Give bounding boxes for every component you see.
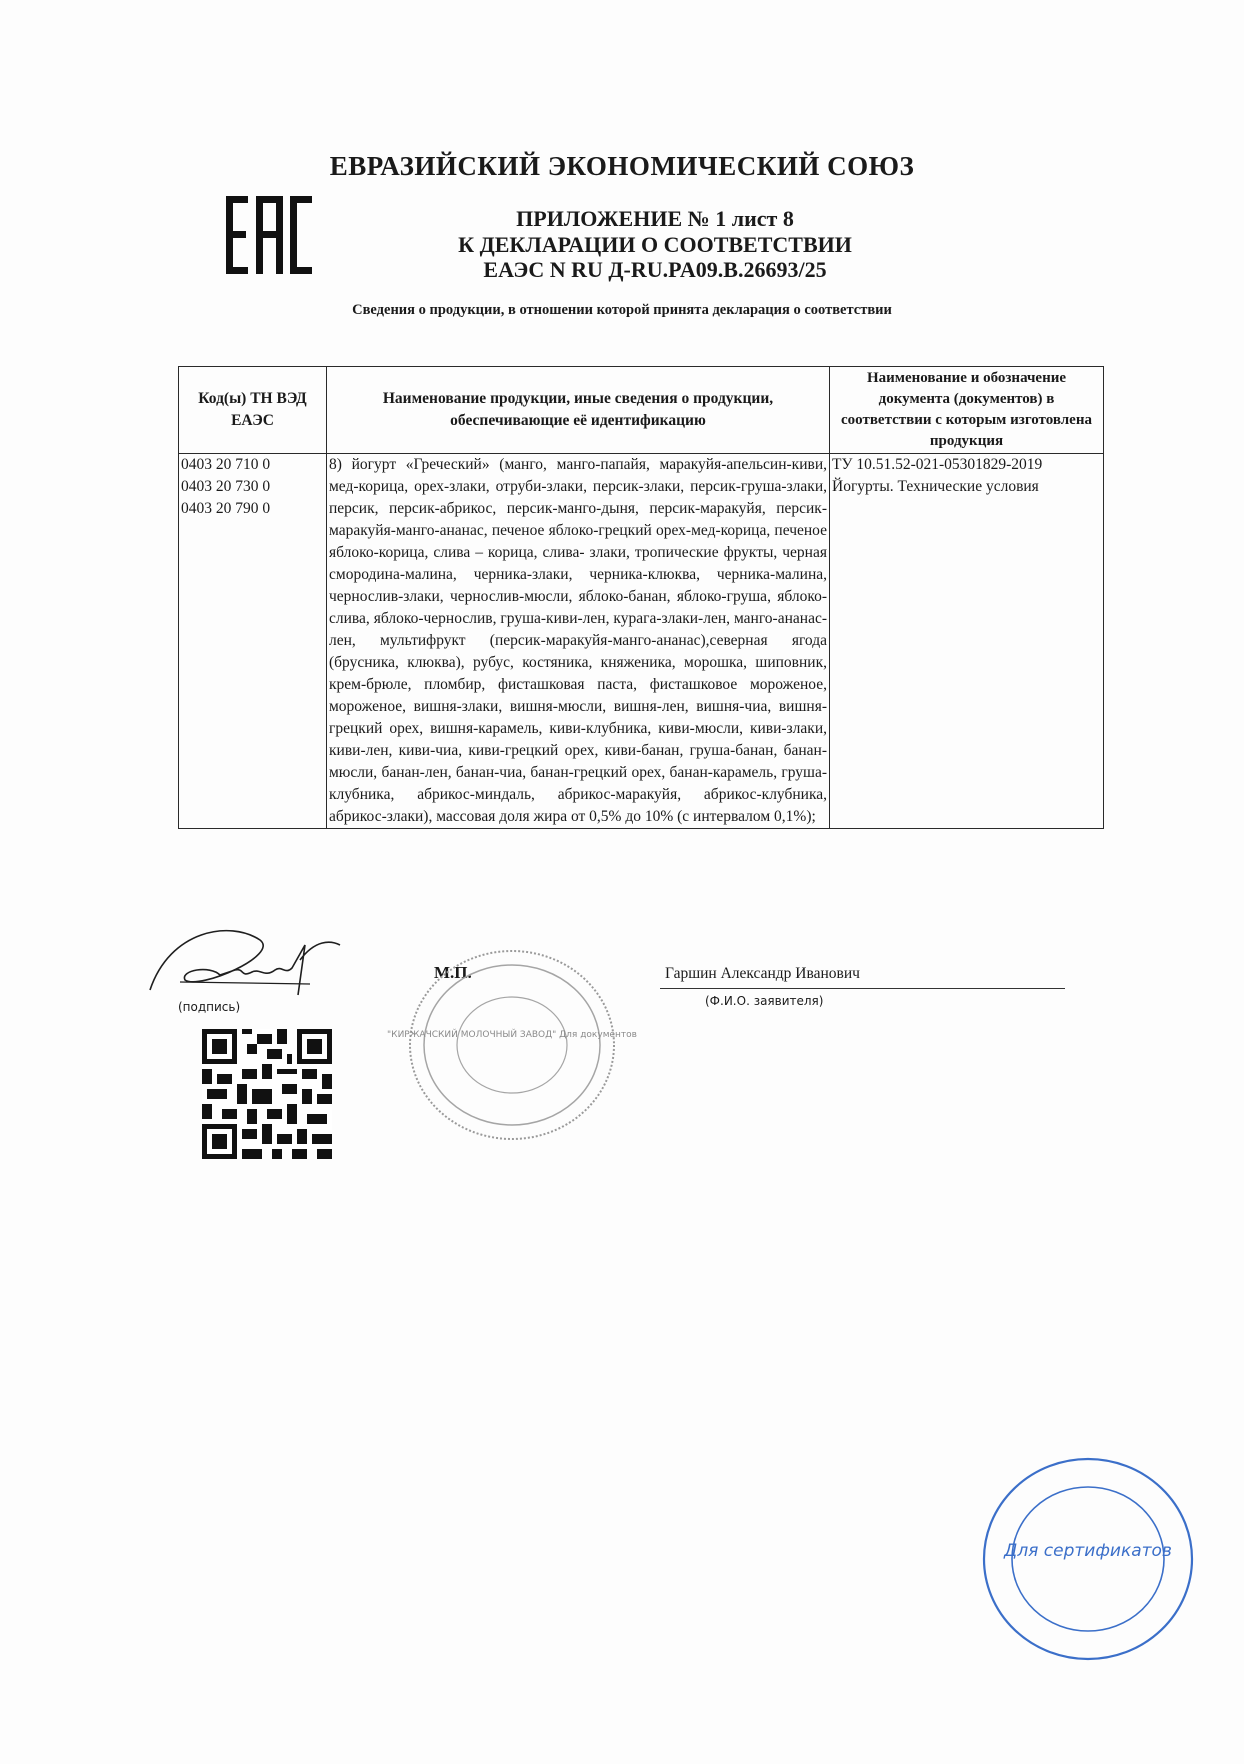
- document-code: ТУ 10.51.52-021-05301829-2019: [832, 456, 1043, 473]
- product-description: 8) йогурт «Греческий» (манго, манго-папайя, маракуйя-апельсин-киви, мед-корица, орех-злаки, отруби-злаки, персик-злаки, персик-груша-злаки, персик, персик-абрикос, персик-манго-дыня, персик-маракуйя, персик-маракуйя-манго-ананас, печеное яблоко-грецкий орех-мед-корица, печеное яблоко-корица, слива – корица, слива- злаки, тропические фрукты, черная смородина-малина, черника-злаки, черника-клюква, черника-малина, чернослив-злаки, чернослив-мюсли, яблоко-банан, яблоко-груша, яблоко-слива, яблоко-чернослив, груша-киви-лен, курага-злаки-лен, манго-ананас-лен, мультифрукт (персик-маракуйя-манго-ананас),северная ягода (брусника, клюква), рубус, костяника, княженика, морошка, шиповник, крем-брюле, пломбир, фисташковая паста, фисташковое мороженое, мороженое, вишня-злаки, вишня-мюсли, вишня-лен, вишня-чиа, вишня-грецкий орех, вишня-карамель, киви-клубника, киви-мюсли, киви-злаки, киви-лен, киви-чиа, киви-грецкий орех, киви-банан, груша-банан, банан-мюсли, банан-лен, банан-чиа, банан-грецкий орех, банан-карамель, груша-клубника, абрикос-миндаль, абрикос-маракуйя, абрикос-клубника, абрикос-злаки), массовая доля жира от 0,5% до 10% (с интервалом 0,1%);: [327, 454, 830, 829]
- document-name: Йогурты. Технические условия: [832, 478, 1039, 495]
- header-document: Наименование и обозначение документа (документов) в соответствии с которым изготовлена продукция: [830, 367, 1104, 454]
- qr-code-icon: [202, 1028, 332, 1160]
- code-item: 0403 20 710 0: [181, 456, 271, 473]
- company-stamp-icon: [387, 945, 637, 1145]
- document-cell: [830, 454, 1104, 829]
- document-subtitle: Сведения о продукции, в отношении которой принята декларация о соответствии: [352, 302, 892, 318]
- code-item: 0403 20 790 0: [181, 500, 271, 517]
- table-row: [179, 454, 1104, 829]
- appendix-line-1: ПРИЛОЖЕНИЕ № 1 лист 8: [516, 206, 794, 231]
- appendix-line-2: К ДЕКЛАРАЦИИ О СООТВЕТСТВИИ: [458, 232, 852, 257]
- table-header-row: [179, 367, 1104, 454]
- union-title: ЕВРАЗИЙСКИЙ ЭКОНОМИЧЕСКИЙ СОЮЗ: [329, 151, 915, 181]
- header-codes: Код(ы) ТН ВЭД ЕАЭС: [179, 367, 327, 454]
- applicant-name: Гаршин Александр Иванович: [665, 965, 860, 982]
- company-stamp-text: "КИРЖАЧСКИЙ МОЛОЧНЫЙ ЗАВОД" Для документов: [387, 1030, 637, 1040]
- signature-image: [140, 920, 360, 1010]
- header-product: Наименование продукции, иные сведения о продукции, обеспечивающие её идентификацию: [327, 367, 830, 454]
- appendix-line-3: ЕАЭС N RU Д-RU.PA09.B.26693/25: [483, 257, 827, 282]
- certificate-stamp-icon: [978, 1452, 1198, 1667]
- applicant-underline: [660, 988, 1065, 989]
- code-item: 0403 20 730 0: [181, 478, 271, 495]
- mp-label: М.П.: [434, 963, 472, 982]
- signature-label: (подпись): [178, 1000, 241, 1014]
- eac-mark-icon: [226, 196, 312, 274]
- certificate-stamp-text: Для сертификатов: [1004, 1541, 1172, 1561]
- applicant-label: (Ф.И.О. заявителя): [705, 994, 824, 1008]
- codes-cell: [179, 454, 327, 829]
- products-table: [178, 366, 1104, 829]
